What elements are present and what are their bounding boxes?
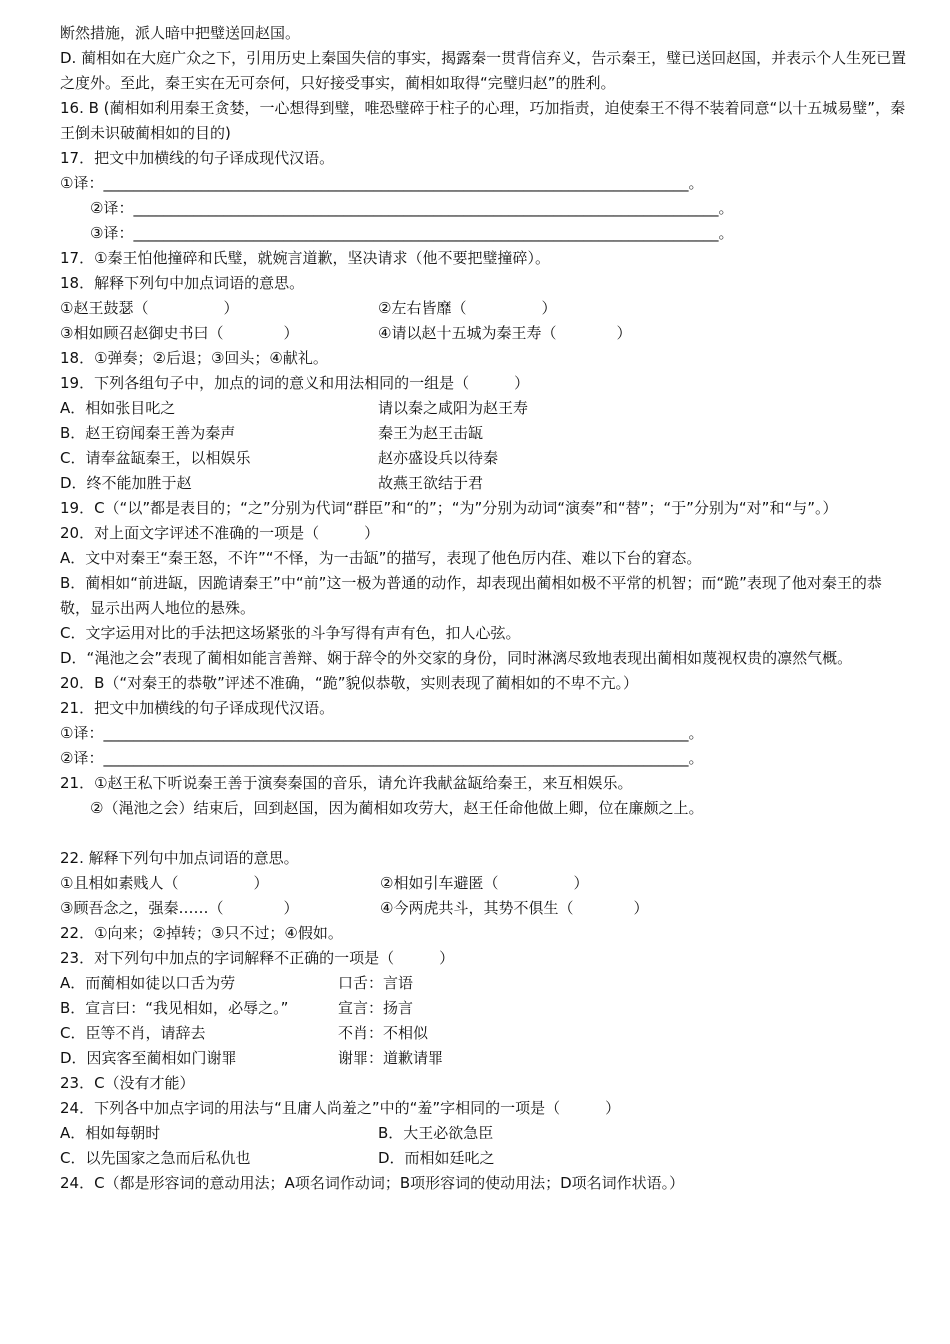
- q23-c-right: 不肖：不相似: [338, 1024, 429, 1042]
- q19-option-b: [60, 421, 910, 446]
- q23-a-left: A．而蔺相如徒以口舌为劳: [60, 974, 236, 992]
- q23-d-right: 谢罪：道歉请罪: [338, 1049, 444, 1067]
- q23-option-c: [60, 1021, 910, 1046]
- translation-blank-2: ②译：______________________________________________________________________________。: [90, 199, 734, 217]
- question-18-row-1: [60, 296, 910, 321]
- q23-b-left: B．宣言曰：“我见相如，必辱之。”: [60, 999, 289, 1017]
- q18-item-4: ④请以赵十五城为秦王寿（ ）: [378, 324, 632, 342]
- answer-22: 22．①向来；②掉转；③只不过；④假如。: [60, 924, 343, 942]
- q19-b-left: B．赵王窃闻秦王善为秦声: [60, 424, 236, 442]
- answer-23: 23．C（没有才能）: [60, 1074, 195, 1092]
- q19-option-a: [60, 396, 910, 421]
- q18-item-3: ③相如顾召赵御史书曰（ ）: [60, 324, 299, 342]
- document-body: [60, 21, 910, 1196]
- question-22-row-2: [60, 896, 910, 921]
- answer-21-2: ②（渑池之会）结束后，回到赵国，因为蔺相如攻劳大，赵王任命他做上卿，位在廉颇之上。: [90, 799, 704, 817]
- q19-a-right: 请以秦之咸阳为赵王寿: [378, 399, 529, 417]
- option-d-explanation: D. 蔺相如在大庭广众之下，引用历史上秦国失信的事实，揭露秦一贯背信弃义，告示秦王，璧已送回赵国，并表示个人生死已置之度外。至此，秦王实在无可奈何，只好接受事实，蔺相如取得“完璧归赵”的胜利。: [60, 49, 907, 92]
- question-22-row-1: [60, 871, 910, 896]
- question-21: 21．把文中加横线的句子译成现代汉语。: [60, 699, 335, 717]
- translation-blank-3: ③译：______________________________________________________________________________。: [90, 224, 734, 242]
- q20-option-b: B．蔺相如“前进缻，因跪请秦王”中“前”这一极为普通的动作，却表现出蔺相如极不平常的机智；而“跪”表现了他对秦王的恭敬，显示出两人地位的悬殊。: [60, 574, 882, 617]
- q23-a-right: 口舌：言语: [338, 974, 414, 992]
- q19-d-right: 故燕王欲结于君: [378, 474, 484, 492]
- q19-option-d: [60, 471, 910, 496]
- q19-d-left: D．终不能加胜于赵: [60, 474, 192, 492]
- q20-option-d: D．“渑池之会”表现了蔺相如能言善辩、娴于辞令的外交家的身份，同时淋漓尽致地表现出蔺相如蔑视权贵的凛然气概。: [60, 649, 853, 667]
- q23-c-left: C．臣等不肖，请辞去: [60, 1024, 206, 1042]
- q23-option-a: [60, 971, 910, 996]
- q19-a-left: A．相如张目叱之: [60, 399, 176, 417]
- q24-option-b: B．大王必欲急臣: [378, 1124, 494, 1142]
- q23-option-b: [60, 996, 910, 1021]
- question-20: 20．对上面文字评述不准确的一项是（ ）: [60, 524, 380, 542]
- q18-item-2: ②左右皆靡（ ）: [378, 299, 557, 317]
- q23-d-left: D．因宾客至蔺相如门谢罪: [60, 1049, 237, 1067]
- q19-option-c: [60, 446, 910, 471]
- q24-options-row-2: [60, 1146, 910, 1171]
- q24-option-a: A．相如每朝时: [60, 1124, 161, 1142]
- q20-option-c: C．文字运用对比的手法把这场紧张的斗争写得有声有色，扣人心弦。: [60, 624, 521, 642]
- answer-20: 20．B（“对秦王的恭敬”评述不准确，“跪”貌似恭敬，实则表现了蔺相如的不卑不亢。）: [60, 674, 638, 692]
- question-22: 22. 解释下列句中加点词语的意思。: [60, 849, 299, 867]
- translation-blank-21-1: ①译：______________________________________________________________________________。: [60, 724, 704, 742]
- q24-option-d: D．而相如廷叱之: [378, 1149, 495, 1167]
- answer-16: 16. B (蔺相如利用秦王贪婪，一心想得到璧，唯恐璧碎于柱子的心理，巧加指责，迫使秦王不得不装着同意“以十五城易璧”，秦王倒未识破蔺相如的目的): [60, 99, 906, 142]
- question-18: 18．解释下列句中加点词语的意思。: [60, 274, 305, 292]
- text-line: 断然措施，派人暗中把璧送回赵国。: [60, 24, 301, 42]
- question-18-row-2: [60, 321, 910, 346]
- q23-b-right: 宣言：扬言: [338, 999, 414, 1017]
- q22-item-1: ①且相如素贱人（ ）: [60, 874, 269, 892]
- q22-item-4: ④今两虎共斗，其势不俱生（ ）: [380, 899, 649, 917]
- answer-24: 24．C（都是形容词的意动用法；A项名词作动词；B项形容词的使动用法；D项名词作状语。）: [60, 1174, 685, 1192]
- q22-item-2: ②相如引车避匿（ ）: [380, 874, 589, 892]
- q24-options-row-1: [60, 1121, 910, 1146]
- q19-c-left: C．请奉盆缻秦王，以相娱乐: [60, 449, 251, 467]
- question-23: 23．对下列句中加点的字词解释不正确的一项是（ ）: [60, 949, 455, 967]
- translation-blank-1: ①译：______________________________________________________________________________。: [60, 174, 704, 192]
- q18-item-1: ①赵王鼓瑟（ ）: [60, 299, 239, 317]
- q23-option-d: [60, 1046, 910, 1071]
- question-19: 19．下列各组句子中，加点的词的意义和用法相同的一组是（ ）: [60, 374, 530, 392]
- q19-b-right: 秦王为赵王击缻: [378, 424, 484, 442]
- q20-option-a: A．文中对秦王“秦王怒，不许”“不怿，为一击缻”的描写，表现了他色厉内荏、难以下台的窘态。: [60, 549, 702, 567]
- q24-option-c: C．以先国家之急而后私仇也: [60, 1149, 251, 1167]
- translation-blank-21-2: ②译：______________________________________________________________________________。: [60, 749, 704, 767]
- answer-18: 18．①弹奏；②后退；③回头；④献礼。: [60, 349, 328, 367]
- spacer: [60, 821, 910, 846]
- answer-21-1: 21．①赵王私下听说秦王善于演奏秦国的音乐，请允许我献盆缻给秦王，来互相娱乐。: [60, 774, 633, 792]
- answer-19: 19．C（“以”都是表目的；“之”分别为代词“群臣”和“的”；“为”分别为动词“演奏”和“替”；“于”分别为“对”和“与”。）: [60, 499, 838, 517]
- question-24: 24．下列各中加点字词的用法与“且庸人尚羞之”中的“羞”字相同的一项是（ ）: [60, 1099, 621, 1117]
- answer-17: 17．①秦王怕他撞碎和氏璧，就婉言道歉，坚决请求（他不要把璧撞碎）。: [60, 249, 551, 267]
- q19-c-right: 赵亦盛设兵以待秦: [378, 449, 499, 467]
- q22-item-3: ③顾吾念之，强秦……（ ）: [60, 899, 299, 917]
- question-17: 17．把文中加横线的句子译成现代汉语。: [60, 149, 335, 167]
